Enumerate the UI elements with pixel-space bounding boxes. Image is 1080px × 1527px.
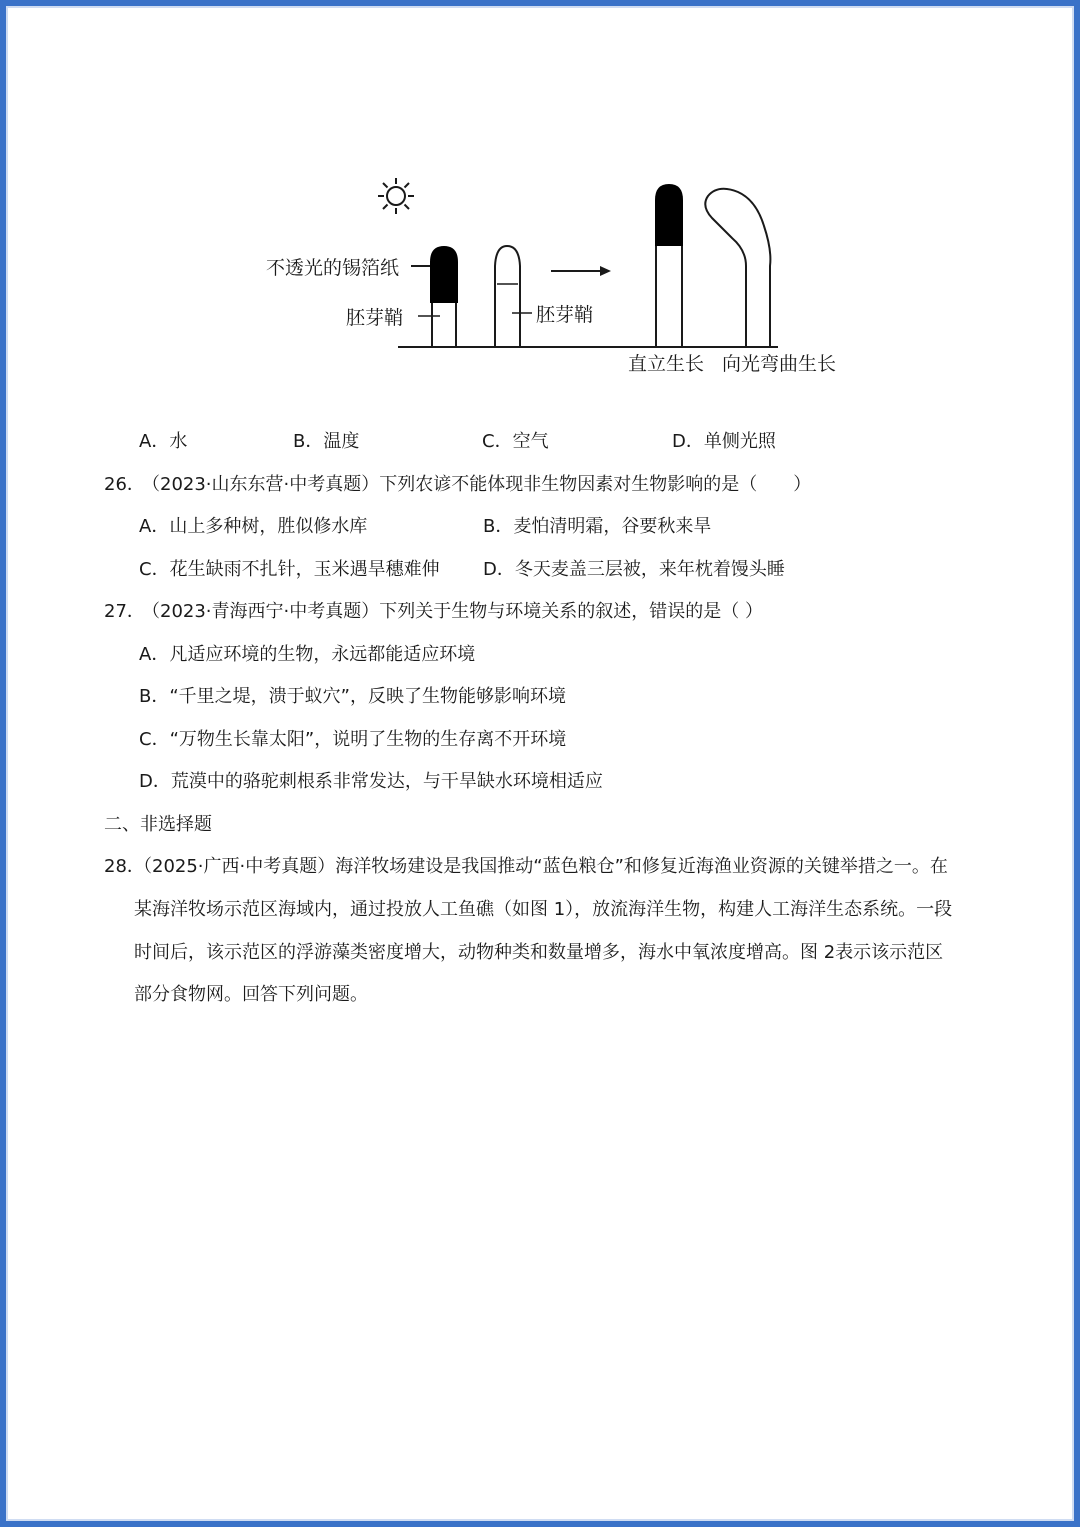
label-bend: 向光弯曲生长 <box>722 353 837 375</box>
q26-option-d[interactable]: D．冬天麦盖三层被，来年枕着馒头睡 <box>483 559 785 580</box>
q27-option-b[interactable]: B．“千里之堤，溃于蚁穴”，反映了生物能够影响环境 <box>139 686 566 707</box>
label-coleoptile-left: 胚芽鞘 <box>346 307 404 329</box>
sun-icon <box>378 178 414 214</box>
q26-number: 26． <box>104 474 145 495</box>
coleoptile-bent-result <box>705 189 770 347</box>
q26-option-c[interactable]: C．花生缺雨不扎针，玉米遇旱穗难伸 <box>139 559 440 580</box>
q28-line-2: 某海洋牧场示范区海域内，通过投放人工鱼礁（如图 1），放流海洋生物，构建人工海洋生态系统。一段 <box>134 899 953 920</box>
arrow-right-icon <box>551 266 611 276</box>
q25-option-a[interactable]: A．水 <box>139 431 188 452</box>
coleoptile-with-foil <box>430 246 458 347</box>
label-upright: 直立生长 <box>628 353 705 375</box>
label-coleoptile-right: 胚芽鞘 <box>536 304 594 326</box>
q28-line-1: （2025·广西·中考真题）海洋牧场建设是我国推动“蓝色粮仓”和修复近海渔业资源的关键举措之一。在 <box>134 856 948 877</box>
q27-option-c[interactable]: C．“万物生长靠太阳”，说明了生物的生存离不开环境 <box>139 729 567 750</box>
coleoptile-diagram <box>246 166 866 396</box>
q26-option-b[interactable]: B．麦怕清明霜，谷要秋来旱 <box>483 516 712 537</box>
q25-option-d[interactable]: D．单侧光照 <box>672 431 776 452</box>
q28-line-3: 时间后，该示范区的浮游藻类密度增大，动物种类和数量增多，海水中氧浓度增高。图 2表示该示范区 <box>134 942 944 963</box>
q25-option-b[interactable]: B．温度 <box>293 431 360 452</box>
q27-number: 27． <box>104 601 145 622</box>
coleoptile-upright-result <box>655 184 683 347</box>
q28-line-4: 部分食物网。回答下列问题。 <box>134 984 368 1005</box>
q27-stem: （2023·青海西宁·中考真题）下列关于生物与环境关系的叙述，错误的是（ ） <box>142 601 763 622</box>
q27-option-a[interactable]: A．凡适应环境的生物，永远都能适应环境 <box>139 644 476 665</box>
q28-number: 28． <box>104 856 145 877</box>
q26-stem: （2023·山东东营·中考真题）下列农谚不能体现非生物因素对生物影响的是（ ） <box>142 474 812 495</box>
q27-option-d[interactable]: D．荒漠中的骆驼刺根系非常发达，与干旱缺水环境相适应 <box>139 771 603 792</box>
coleoptile-uncovered <box>495 246 520 347</box>
label-foil: 不透光的锡箔纸 <box>266 257 400 279</box>
q26-option-a[interactable]: A．山上多种树，胜似修水库 <box>139 516 368 537</box>
section-title: 二、非选择题 <box>104 814 212 835</box>
coleoptile-figure <box>246 166 866 396</box>
q25-option-c[interactable]: C．空气 <box>482 431 549 452</box>
